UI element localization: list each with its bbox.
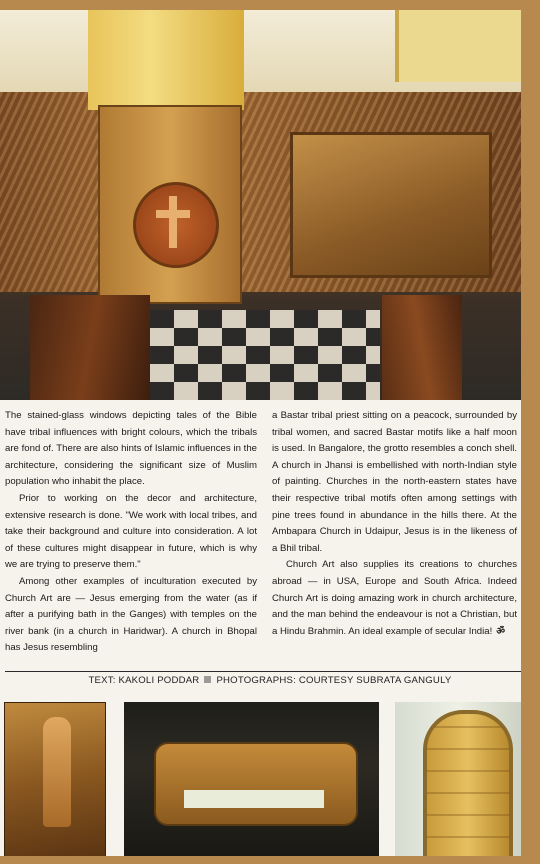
photo-carved-door — [395, 702, 521, 856]
relief-panel — [290, 132, 492, 278]
hero-window — [395, 10, 521, 82]
cross-icon — [169, 196, 177, 248]
carved-door — [423, 710, 513, 856]
paragraph: The stained-glass windows depicting tales of the Bible have tribal influences with bright colours, which the tribals are fond of. There are also hints of Islamic influences in the architecture, considering the significant size of Muslim population who inhabit the place. — [5, 410, 257, 488]
paragraph: Prior to working on the decor and architecture, extensive research is done. "We work with local tribes, and take their background and culture into consideration. A lot of these cultures might disappear in future, which is why we are trying to preserve them." — [5, 492, 257, 571]
pew-right — [382, 295, 462, 400]
magazine-page — [0, 10, 521, 856]
photo-relief-jesus — [4, 702, 106, 856]
cross-icon-bar — [156, 210, 190, 218]
text-credit: TEXT: KAKOLI PODDAR — [88, 675, 200, 686]
pew-left — [30, 295, 150, 400]
separator-square-icon — [204, 676, 211, 683]
article-column-right — [272, 408, 517, 640]
credits-line — [0, 675, 521, 686]
paragraph — [272, 557, 517, 640]
om-end-mark-icon: ॐ — [496, 625, 505, 637]
boat-sculpture — [154, 742, 358, 826]
paragraph-text: Church Art also supplies its creations to churches abroad — in USA, Europe and South Africa. Indeed Church Art is doing amazing work in church architecture, and the man behind the endeavour is not a Christian, but a Hindu Brahmin. An ideal example of secular India! — [272, 559, 517, 637]
paragraph: a Bastar tribal priest sitting on a peacock, surrounded by tribal women, and sacred Bastar motifs like a half moon is used. In Bangalore, the grotto resembles a conch shell. A church in Jhansi is embellished with north-Indian style of painting. Churches in the north-eastern states have their respective tribal motifs often among settings with pine trees found in abundance in the hills there. At the Ambapara Church in Udaipur, Jesus is in the likeness of a Bhil tribal. — [272, 410, 517, 554]
hero-photo-church-interior — [0, 10, 521, 400]
table-cloth — [184, 790, 324, 808]
paragraph: Among other examples of inculturation executed by Church Art are — Jesus emerging from the water (as if after a purifying bath in the Ganges) with temples on the river bank (in a church in Haridwar). A church in Bhopal has Jesus resembling — [5, 575, 257, 654]
checkered-floor — [150, 310, 380, 400]
photo-last-supper-boat — [124, 702, 379, 856]
jesus-figure — [43, 717, 71, 827]
article-column-left — [5, 408, 257, 657]
divider — [5, 671, 521, 672]
hero-pillar — [88, 10, 244, 110]
photo-credit: PHOTOGRAPHS: COURTESY SUBRATA GANGULY — [216, 675, 452, 686]
